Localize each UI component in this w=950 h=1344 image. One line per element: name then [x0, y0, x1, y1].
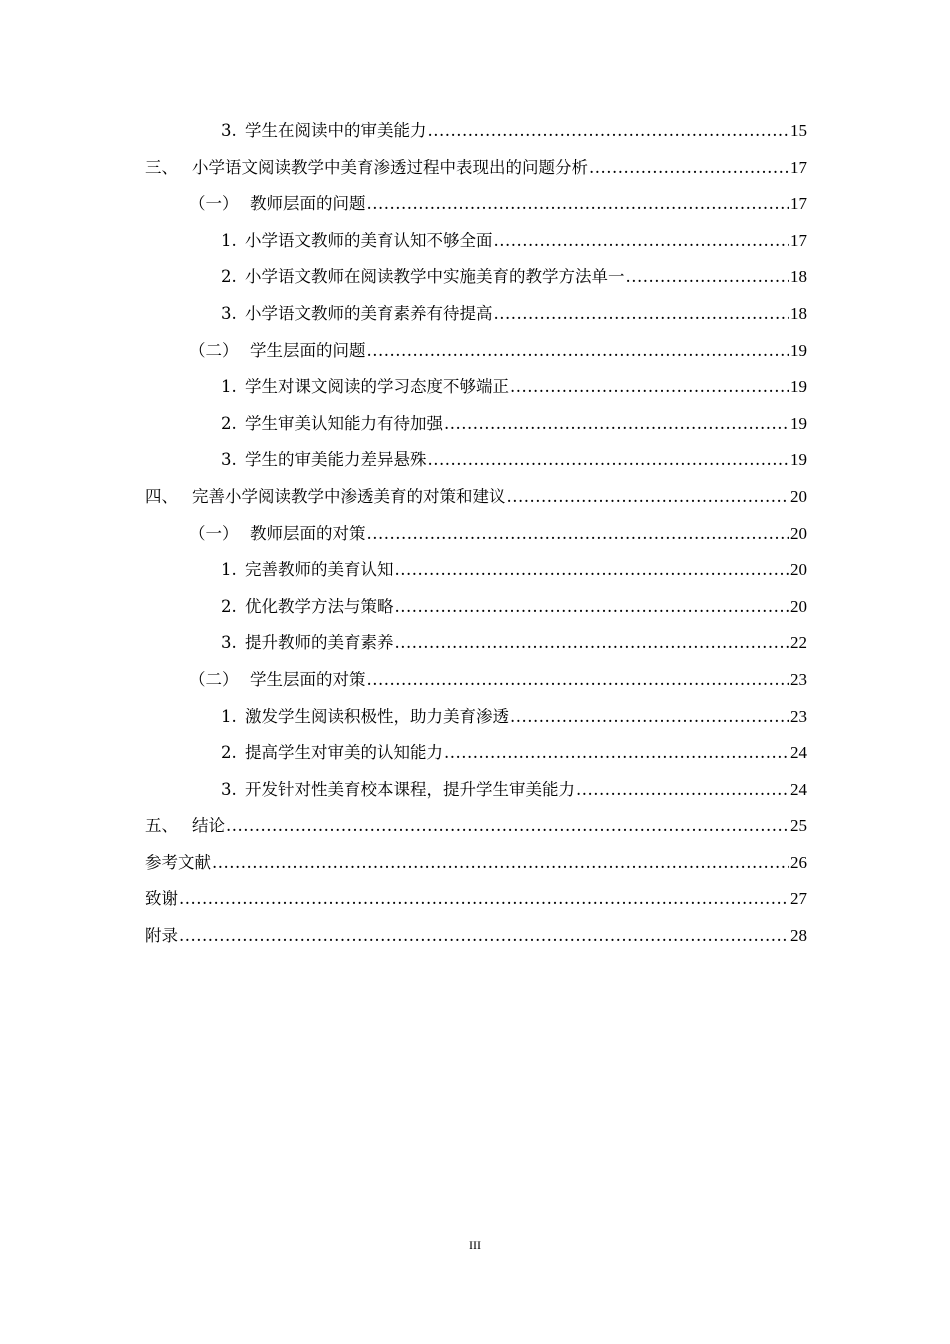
toc-entry-page: 18	[790, 267, 807, 287]
toc-entry[interactable]	[145, 772, 807, 809]
toc-entry-page: 20	[790, 486, 807, 506]
toc-entry[interactable]	[145, 552, 807, 589]
toc-entry[interactable]	[145, 113, 807, 150]
toc-entry[interactable]	[145, 699, 807, 736]
toc-entry[interactable]	[145, 369, 807, 406]
dot-leader	[179, 918, 789, 955]
toc-entry-page: 18	[790, 303, 807, 323]
toc-entry-number: 3.	[221, 303, 237, 323]
dot-leader	[510, 369, 789, 406]
toc-entry-page: 15	[790, 121, 807, 140]
toc-entry-title: 完善教师的美育认知	[245, 560, 394, 580]
toc-entry-number: 1.	[221, 230, 237, 250]
toc-entry-page: 20	[790, 560, 807, 580]
toc-entry-page: 19	[790, 413, 807, 433]
toc-entry-title: 附录	[145, 926, 178, 946]
toc-entry-title: 开发针对性美育校本课程，提升学生审美能力	[245, 779, 575, 799]
toc-entry[interactable]	[145, 296, 807, 333]
dot-leader	[510, 699, 789, 736]
dot-leader	[507, 479, 790, 516]
toc-entry-number: 3.	[221, 633, 237, 653]
table-of-contents	[145, 113, 807, 955]
toc-entry-number: 1.	[221, 377, 237, 397]
dot-leader	[367, 333, 790, 370]
toc-entry[interactable]	[145, 150, 807, 187]
toc-entry-title: 小学语文教师的美育素养有待提高	[245, 303, 493, 323]
toc-entry-page: 19	[790, 340, 807, 360]
toc-entry[interactable]	[145, 881, 807, 918]
toc-entry-title: 致谢	[145, 889, 178, 909]
toc-entry-title: 学生的审美能力差异悬殊	[245, 450, 427, 470]
toc-entry-number: 2.	[221, 413, 237, 433]
dot-leader	[395, 552, 790, 589]
toc-entry-number: 三、	[145, 157, 178, 177]
toc-entry-title: 教师层面的对策	[250, 523, 366, 543]
toc-entry-title: 完善小学阅读教学中渗透美育的对策和建议	[192, 486, 506, 506]
toc-entry-page: 28	[790, 926, 807, 946]
toc-entry[interactable]	[145, 808, 807, 845]
toc-entry-number: 1.	[221, 560, 237, 580]
toc-entry[interactable]	[145, 406, 807, 443]
toc-entry-number: （一）	[189, 194, 239, 214]
dot-leader	[494, 223, 790, 260]
toc-entry-title: 学生审美认知能力有待加强	[245, 413, 443, 433]
toc-entry-title: 激发学生阅读积极性，助力美育渗透	[245, 706, 509, 726]
dot-leader	[367, 516, 790, 553]
toc-entry[interactable]	[145, 589, 807, 626]
toc-entry-page: 20	[790, 596, 807, 616]
toc-entry[interactable]	[145, 333, 807, 370]
toc-entry[interactable]	[145, 625, 807, 662]
dot-leader	[226, 808, 789, 845]
toc-entry-page: 23	[790, 706, 807, 726]
toc-entry[interactable]	[145, 259, 807, 296]
toc-entry-title: 优化教学方法与策略	[245, 596, 394, 616]
dot-leader	[576, 772, 789, 809]
toc-entry-page: 19	[790, 377, 807, 397]
toc-entry-number: 3.	[221, 121, 237, 140]
dot-leader	[428, 113, 790, 150]
dot-leader	[444, 735, 789, 772]
toc-entry-title: 学生对课文阅读的学习态度不够端正	[245, 377, 509, 397]
toc-entry-number: （一）	[189, 523, 239, 543]
dot-leader	[179, 881, 789, 918]
toc-entry[interactable]	[145, 186, 807, 223]
dot-leader	[395, 625, 790, 662]
dot-leader	[428, 442, 790, 479]
dot-leader	[395, 589, 790, 626]
toc-entry[interactable]	[145, 223, 807, 260]
toc-entry[interactable]	[145, 735, 807, 772]
dot-leader	[626, 259, 790, 296]
toc-entry-title: 参考文献	[145, 852, 211, 872]
dot-leader	[494, 296, 790, 333]
toc-entry[interactable]	[145, 442, 807, 479]
toc-entry-title: 提高学生对审美的认知能力	[245, 743, 443, 763]
toc-entry-page: 26	[790, 852, 807, 872]
toc-entry-page: 27	[790, 889, 807, 909]
toc-entry-page: 17	[790, 230, 807, 250]
toc-entry[interactable]	[145, 662, 807, 699]
toc-entry-page: 24	[790, 743, 807, 763]
toc-entry[interactable]	[145, 479, 807, 516]
toc-entry-title: 结论	[192, 816, 225, 836]
toc-entry-title: 学生层面的对策	[250, 669, 366, 689]
toc-entry-page: 23	[790, 669, 807, 689]
dot-leader	[589, 150, 789, 187]
toc-entry-number: 2.	[221, 596, 237, 616]
page-number-footer: III	[469, 1238, 481, 1252]
toc-entry-page: 19	[790, 450, 807, 470]
toc-entry-number: 四、	[145, 486, 178, 506]
toc-entry-title: 提升教师的美育素养	[245, 633, 394, 653]
dot-leader	[367, 662, 790, 699]
toc-entry-number: （二）	[189, 669, 239, 689]
toc-entry-number: 3.	[221, 450, 237, 470]
toc-entry-title: 学生在阅读中的审美能力	[245, 121, 427, 140]
toc-entry-title: 教师层面的问题	[250, 194, 366, 214]
toc-entry-page: 17	[790, 157, 807, 177]
toc-entry-number: 3.	[221, 779, 237, 799]
toc-entry[interactable]	[145, 918, 807, 955]
toc-entry-page: 20	[790, 523, 807, 543]
toc-entry-number: （二）	[189, 340, 239, 360]
toc-entry[interactable]	[145, 845, 807, 882]
toc-entry[interactable]	[145, 516, 807, 553]
toc-entry-number: 1.	[221, 706, 237, 726]
toc-entry-page: 25	[790, 816, 807, 836]
dot-leader	[212, 845, 789, 882]
toc-entry-title: 小学语文教师在阅读教学中实施美育的教学方法单一	[245, 267, 625, 287]
toc-entry-page: 24	[790, 779, 807, 799]
toc-entry-page: 22	[790, 633, 807, 653]
toc-entry-title: 小学语文教师的美育认知不够全面	[245, 230, 493, 250]
dot-leader	[444, 406, 789, 443]
toc-entry-title: 学生层面的问题	[250, 340, 366, 360]
toc-entry-number: 五、	[145, 816, 178, 836]
toc-entry-title: 小学语文阅读教学中美育渗透过程中表现出的问题分析	[192, 157, 588, 177]
toc-entry-number: 2.	[221, 267, 237, 287]
toc-entry-page: 17	[790, 194, 807, 214]
dot-leader	[367, 186, 790, 223]
toc-entry-number: 2.	[221, 743, 237, 763]
